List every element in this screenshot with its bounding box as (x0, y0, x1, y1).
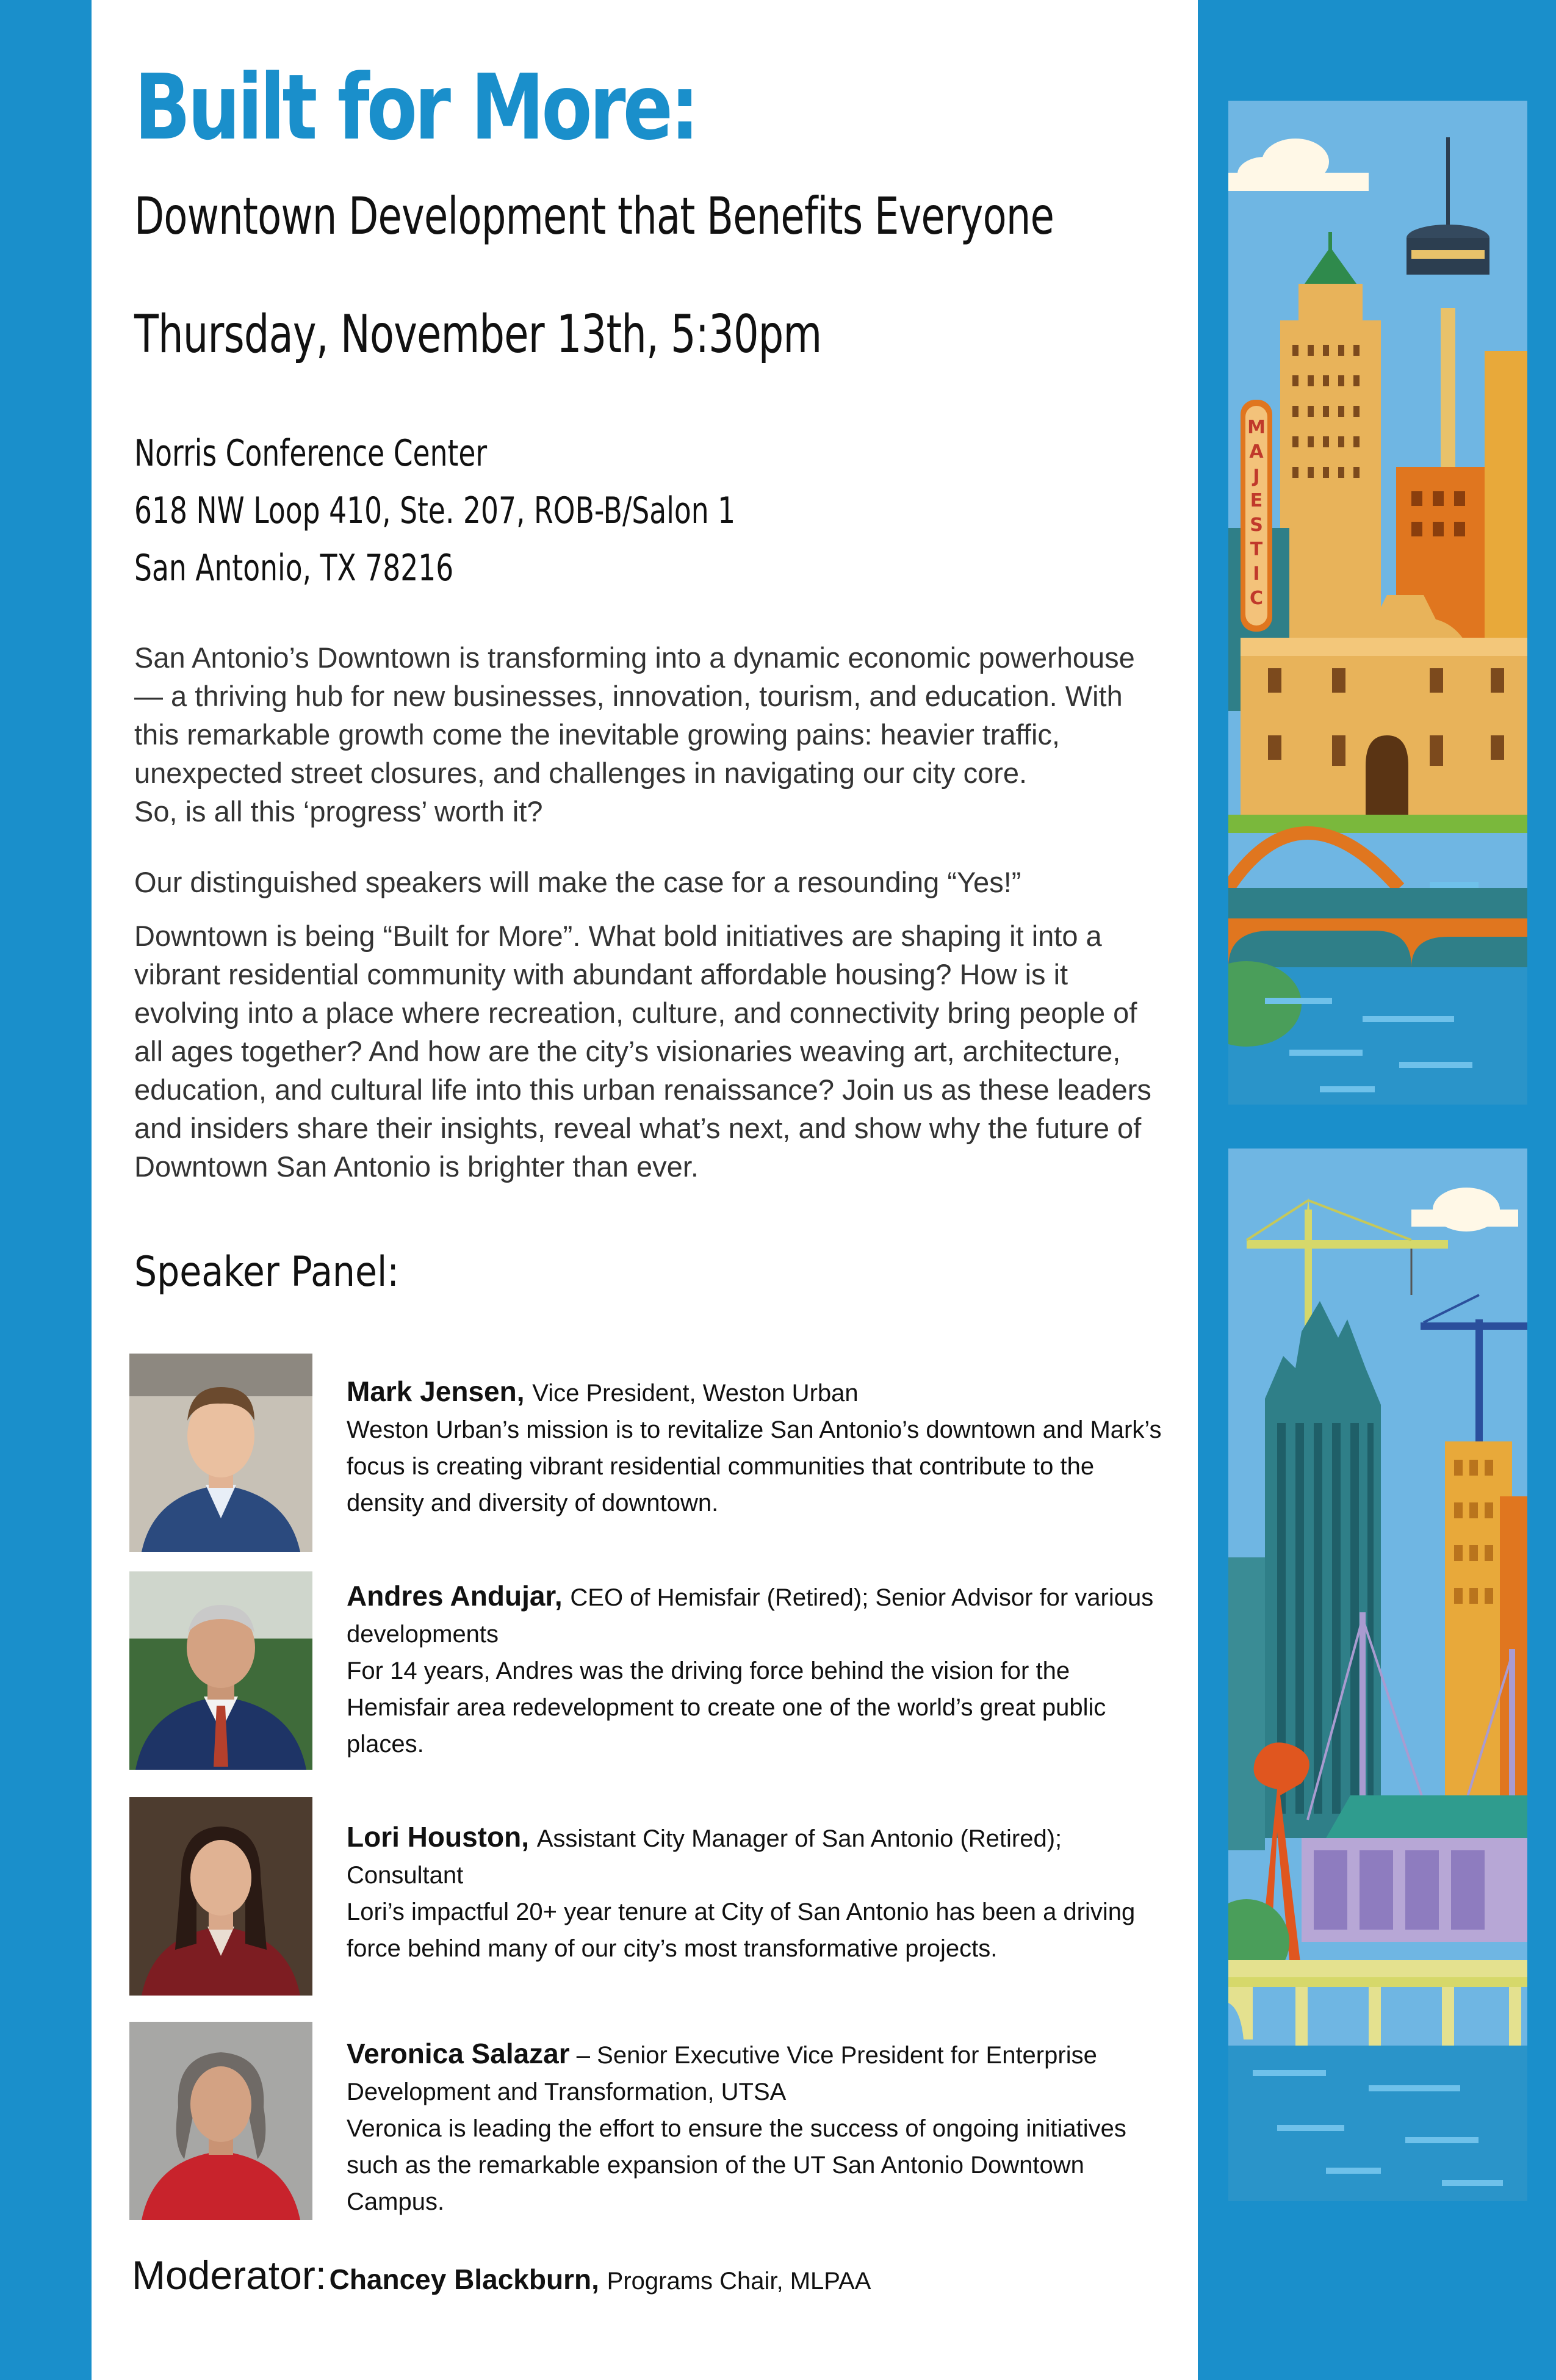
venue-name: Norris Conference Center (134, 432, 488, 475)
description-paragraph: San Antonio’s Downtown is transforming into a dynamic economic powerhouse — a thriving hub for new businesses, innovation, tourism, and education. With this remarkable growth come the inevitable growing pains: heavier traffic, unexpected street closures, and challenges in navigating our city core. (134, 641, 1135, 789)
speaker-info-veronica-salazar (347, 2035, 1164, 2220)
moderator-separator: , (591, 2263, 607, 2295)
construction-skyline-icon (1228, 1149, 1527, 2201)
description-paragraph-3: Downtown is being “Built for More”. What bold initiatives are shaping it into a vibrant residential community with abundant affordable housing? How is it evolving into a place where recreation, culture, and connectivity bring people of all ages together? And how are the city’s visionaries weaving art, architecture, education, and cultural life into this urban renaissance? Join us as these leaders and insiders share their insights, reveal what’s next, and show why the future of Downtown San Antonio is brighter than ever. (134, 920, 1151, 1183)
speaker-info-andres-andujar (347, 1578, 1164, 1762)
speaker-name: Lori Houston (347, 1821, 522, 1853)
speaker-name: Veronica Salazar (347, 2038, 570, 2069)
speaker-portrait-icon (129, 1797, 312, 1996)
speaker-name: Andres Andujar (347, 1580, 555, 1612)
speaker-bio: For 14 years, Andres was the driving force behind the vision for the Hemisfair area redevelopment to create one of the world’s great public places. (347, 1657, 1106, 1758)
speaker-photo-andres-andujar (129, 1571, 312, 1770)
sign-letter: S (1250, 514, 1263, 536)
speaker-role: CEO of Hemisfair (Retired); Senior Advisor for various developments (347, 1584, 1154, 1648)
speaker-bio: Veronica is leading the effort to ensure the success of ongoing initiatives such as the remarkable expansion of the UT San Antonio Downtown Campus. (347, 2115, 1126, 2215)
sign-letter: T (1250, 539, 1263, 560)
description-paragraph-2: Our distinguished speakers will make the case for a resounding “Yes!” (134, 866, 1021, 898)
sign-letter: I (1253, 563, 1260, 585)
event-title: Built for More: (134, 55, 697, 160)
sign-letter: E (1250, 490, 1263, 511)
description-block (134, 638, 1159, 831)
speaker-photo-mark-jensen (129, 1354, 312, 1552)
speaker-panel-heading: Speaker Panel: (134, 1248, 399, 1296)
speaker-role: Vice President, Weston Urban (532, 1380, 859, 1407)
sign-letter: A (1249, 441, 1264, 463)
city-skyline-icon (1228, 101, 1527, 1105)
moderator-line (132, 2252, 871, 2298)
event-subtitle: Downtown Development that Benefits Everyone (134, 186, 1054, 246)
venue-city: San Antonio, TX 78216 (134, 547, 454, 590)
speaker-portrait-icon (129, 1354, 312, 1552)
speaker-separator: , (554, 1580, 571, 1612)
sign-letter: M (1247, 417, 1266, 438)
speaker-name: Mark Jensen (347, 1376, 517, 1407)
moderator-name: Chancey Blackburn (329, 2263, 592, 2295)
sign-letter: J (1253, 466, 1260, 487)
speaker-bio: Weston Urban’s mission is to revitalize San Antonio’s downtown and Mark’s focus is creating vibrant residential communities that contribute to the density and diversity of downtown. (347, 1416, 1162, 1516)
speaker-role: Assistant City Manager of San Antonio (Retired); Consultant (347, 1825, 1062, 1889)
moderator-role: Programs Chair, MLPAA (607, 2268, 871, 2295)
skyline-illustration-top (1228, 101, 1527, 1105)
speaker-separator: , (521, 1821, 537, 1853)
description-question: So, is all this ‘progress’ worth it? (134, 795, 543, 828)
moderator-label: Moderator: (132, 2252, 327, 2298)
venue-address: 618 NW Loop 410, Ste. 207, ROB-B/Salon 1 (134, 489, 736, 532)
speaker-photo-veronica-salazar (129, 2022, 312, 2220)
speaker-info-lori-houston (347, 1819, 1164, 1967)
speaker-bio: Lori’s impactful 20+ year tenure at City of San Antonio has been a driving force behind many of our city’s most transformative projects. (347, 1899, 1136, 1962)
event-date-time: Thursday, November 13th, 5:30pm (134, 304, 822, 365)
speaker-role: Senior Executive Vice President for Enterprise Development and Transformation, UTSA (347, 2042, 1097, 2105)
sign-letter: C (1249, 588, 1264, 609)
speaker-info-mark-jensen (347, 1373, 1164, 1521)
speaker-photo-lori-houston (129, 1797, 312, 1996)
flyer-page (92, 0, 1198, 2380)
speaker-separator: , (516, 1376, 533, 1407)
speaker-portrait-icon (129, 1571, 312, 1770)
speaker-separator: – (569, 2042, 597, 2069)
speaker-portrait-icon (129, 2022, 312, 2220)
skyline-illustration-bottom (1228, 1149, 1527, 2201)
